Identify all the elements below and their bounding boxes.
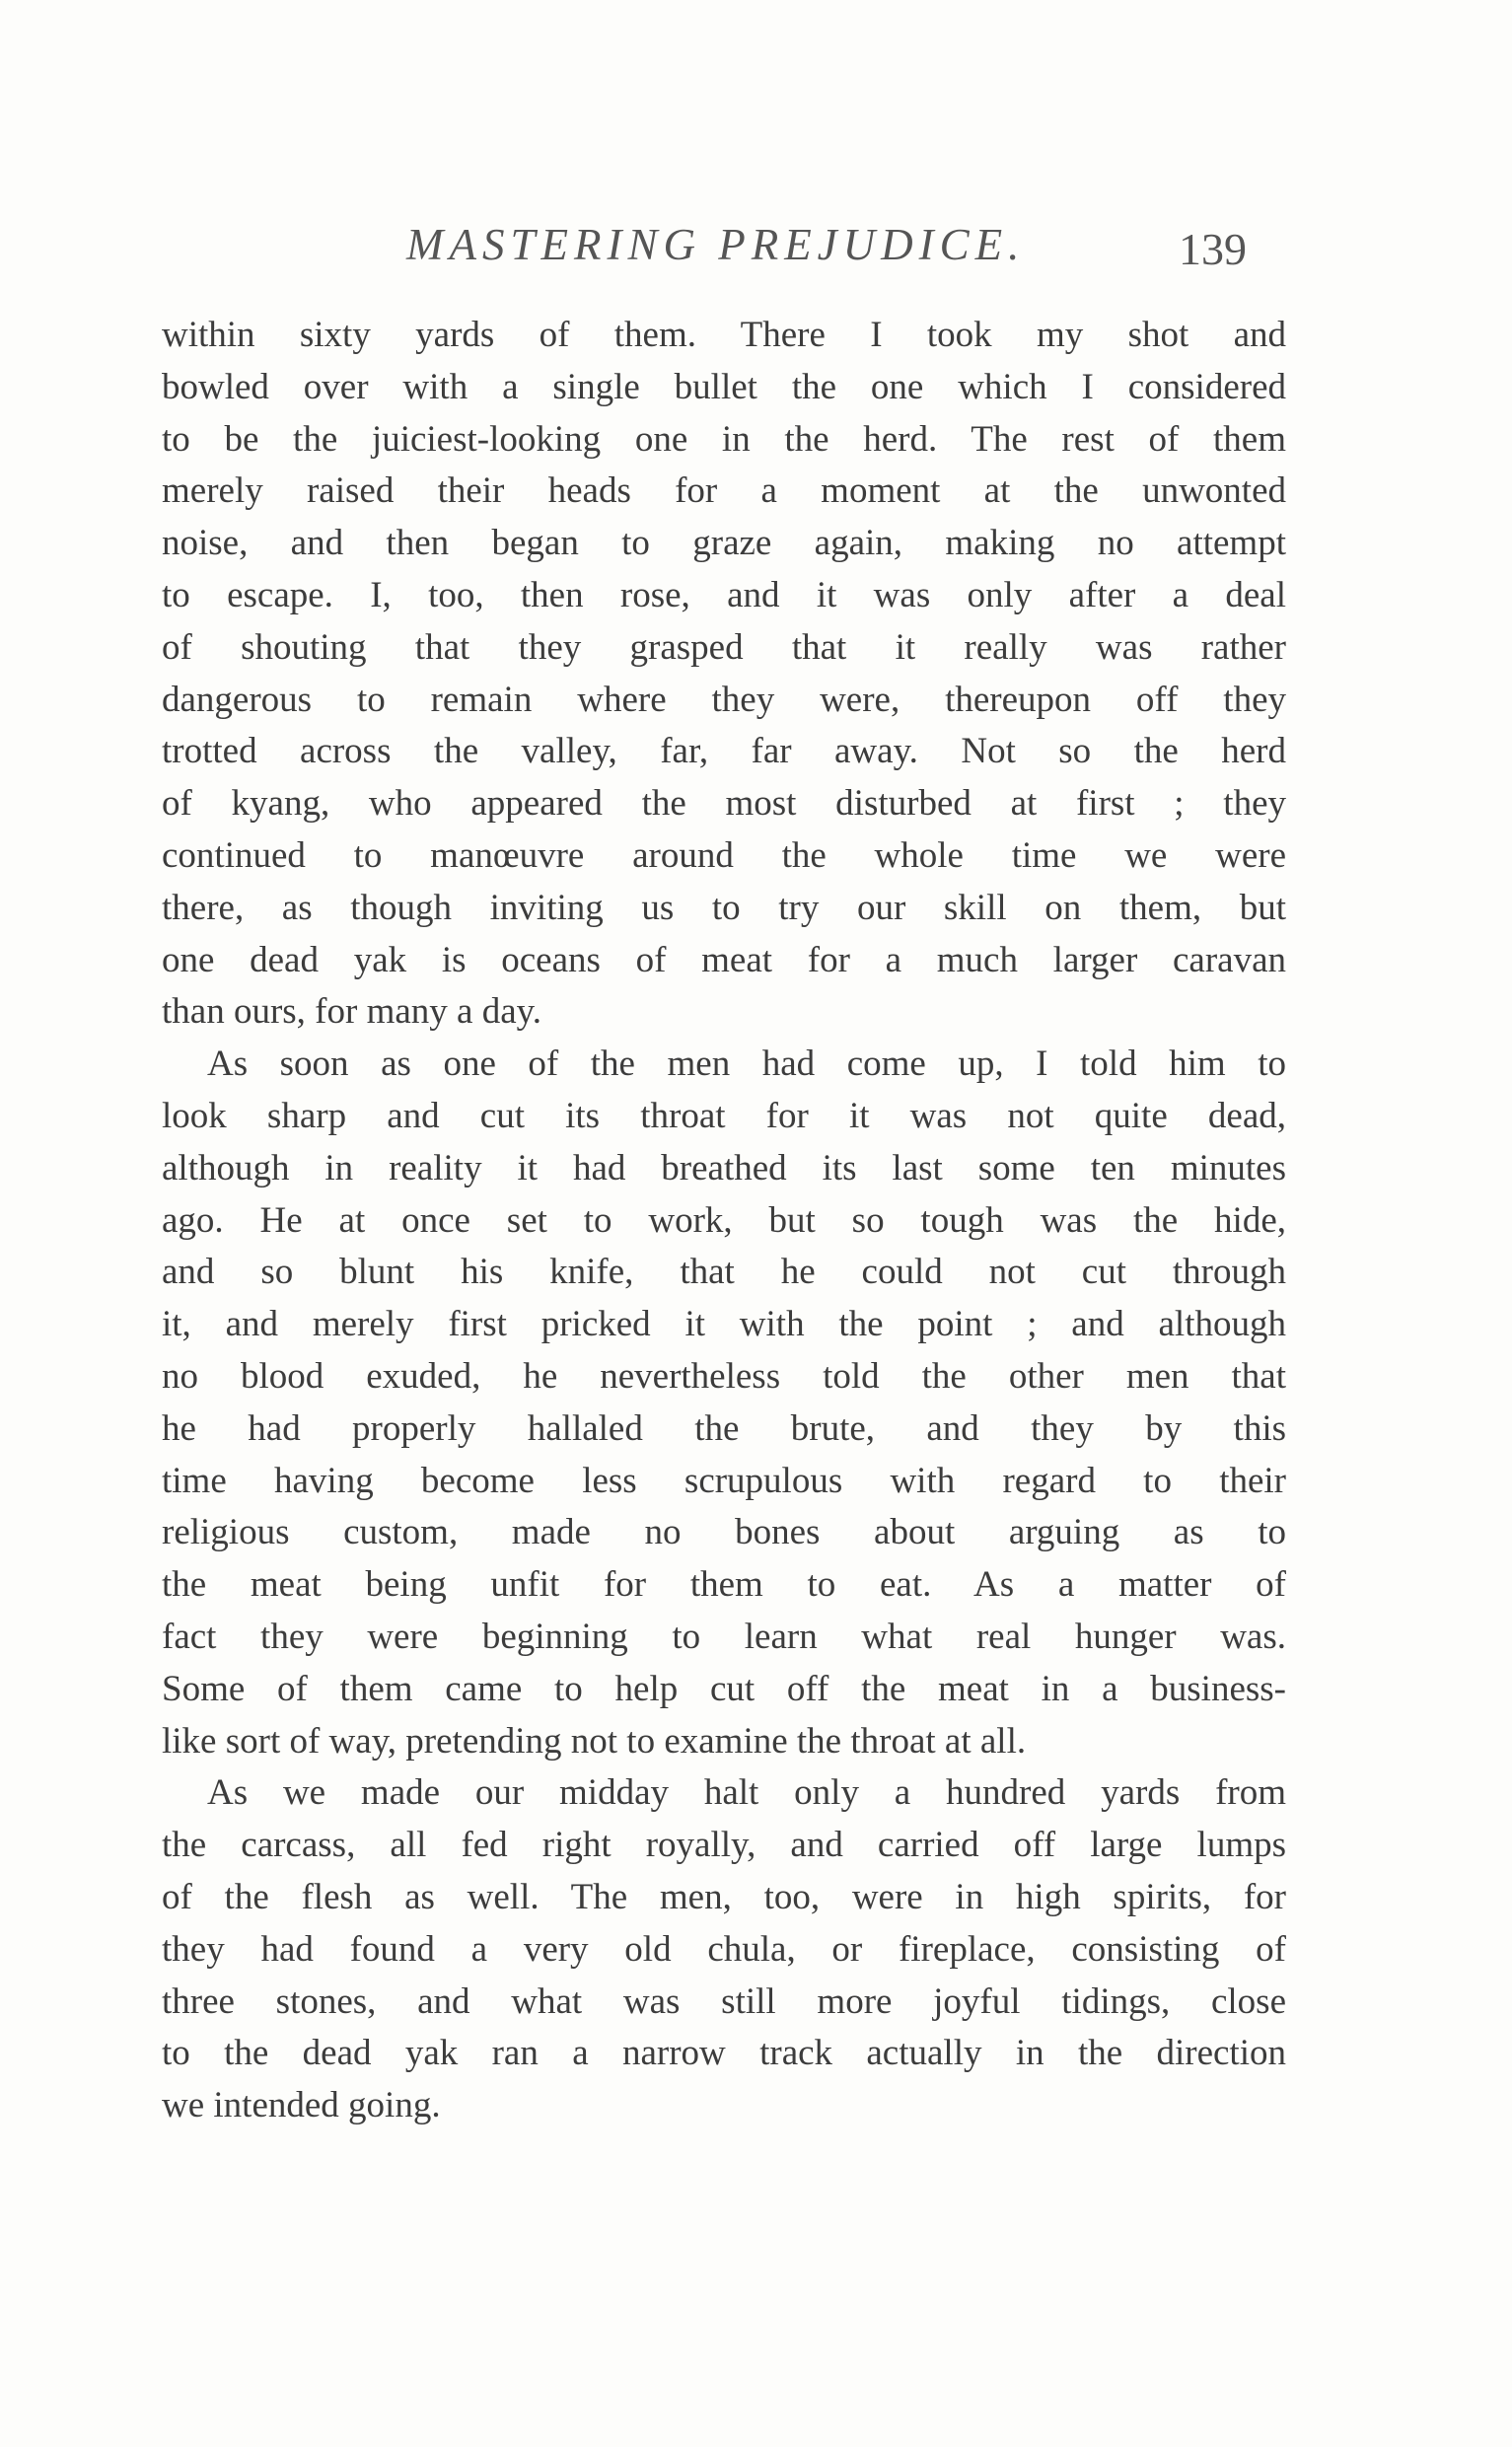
text-line: although in reality it had breathed its last some ten minutes: [162, 1147, 1286, 1188]
text-line: Some of them came to help cut off the meat in a business-: [162, 1668, 1286, 1709]
text-line: of shouting that they grasped that it really was rather: [162, 626, 1286, 668]
text-line: three stones, and what was still more joyful tidings, close: [162, 1980, 1286, 2022]
running-head: MASTERING PREJUDICE.: [406, 220, 1026, 269]
page-number: 139: [1179, 224, 1247, 274]
text-line: look sharp and cut its throat for it was not quite dead,: [162, 1095, 1286, 1136]
text-line: than ours, for many a day.: [162, 991, 541, 1033]
text-line: time having become less scrupulous with regard to their: [162, 1460, 1286, 1501]
text-line: one dead yak is oceans of meat for a much larger caravan: [162, 939, 1286, 980]
text-line: we intended going.: [162, 2085, 441, 2126]
text-line: fact they were beginning to learn what real hunger was.: [162, 1616, 1286, 1657]
text-line: bowled over with a single bullet the one which I considered: [162, 366, 1286, 407]
text-line: the carcass, all fed right royally, and carried off large lumps: [162, 1825, 1286, 1866]
text-line: and so blunt his knife, that he could not cut through: [162, 1252, 1286, 1293]
text-line: they had found a very old chula, or fireplace, consisting of: [162, 1928, 1286, 1970]
text-line: noise, and then began to graze again, making no attempt: [162, 523, 1286, 564]
text-line: merely raised their heads for a moment at the unwonted: [162, 470, 1286, 512]
text-line: within sixty yards of them. There I took my shot and: [162, 315, 1286, 355]
text-line: he had properly hallaled the brute, and they by this: [162, 1407, 1286, 1449]
text-line: of kyang, who appeared the most disturbed at first ; they: [162, 783, 1286, 825]
text-line: the meat being unfit for them to eat. As a matter of: [162, 1564, 1286, 1606]
text-line: ago. He at once set to work, but so tough was the hide,: [162, 1199, 1286, 1241]
text-line: to the dead yak ran a narrow track actually in the direction: [162, 2033, 1286, 2074]
body-text: [162, 310, 1286, 2132]
text-line: like sort of way, pretending not to examine the throat at all.: [162, 1720, 1027, 1762]
text-line: As we made our midday halt only a hundred yards from: [207, 1772, 1286, 1814]
text-line: no blood exuded, he nevertheless told the other men that: [162, 1355, 1286, 1397]
text-line: to be the juiciest-looking one in the herd. The rest of them: [162, 418, 1286, 460]
text-line: religious custom, made no bones about arguing as to: [162, 1512, 1286, 1553]
text-line: of the flesh as well. The men, too, were in high spirits, for: [162, 1876, 1286, 1917]
text-line: it, and merely first pricked it with the point ; and although: [162, 1304, 1286, 1345]
text-line: there, as though inviting us to try our skill on them, but: [162, 887, 1286, 928]
text-line: to escape. I, too, then rose, and it was only after a deal: [162, 574, 1286, 615]
text-line: trotted across the valley, far, far away. Not so the herd: [162, 731, 1286, 772]
text-line: continued to manœuvre around the whole time we were: [162, 834, 1286, 876]
text-line: dangerous to remain where they were, thereupon off they: [162, 679, 1286, 720]
text-line: As soon as one of the men had come up, I told him to: [207, 1044, 1286, 1085]
